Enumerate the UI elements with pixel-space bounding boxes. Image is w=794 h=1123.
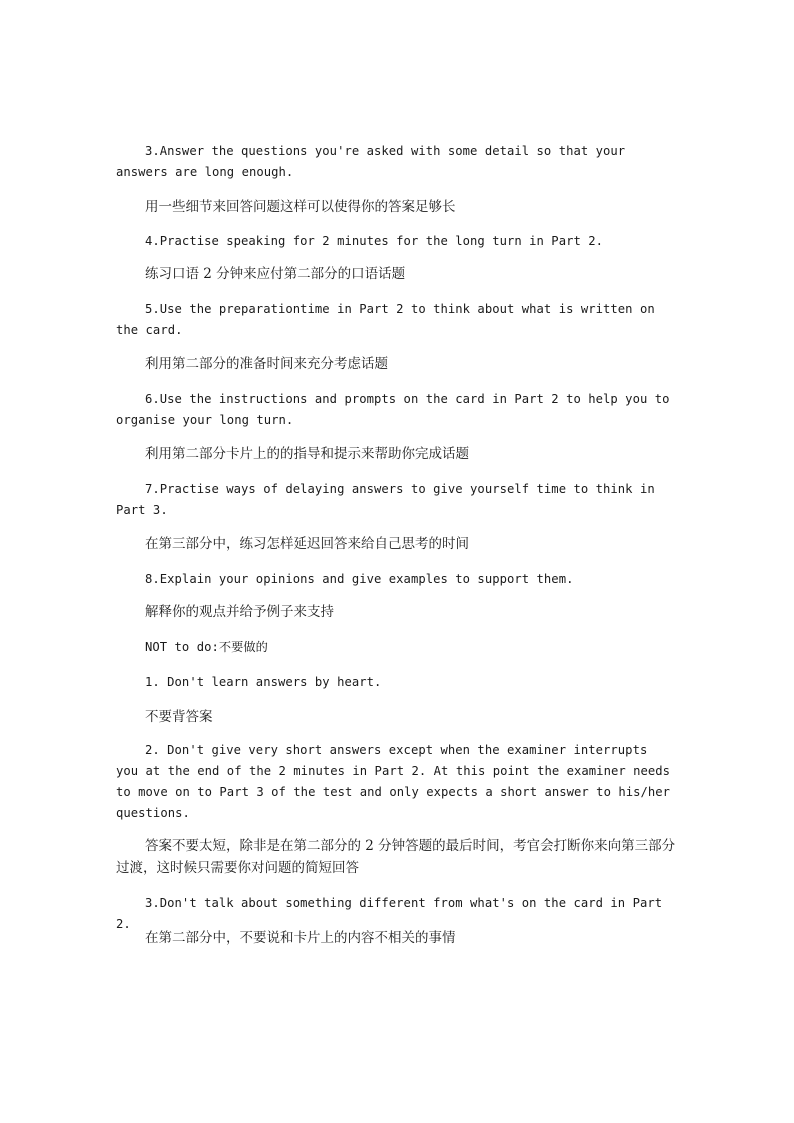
dont-1-english: 1. Don't learn answers by heart.	[145, 675, 382, 689]
tip-7-english: 7.Practise ways of delaying answers to give yourself time to think in Part 3.	[116, 482, 655, 517]
dont-2-chinese: 答案不要太短，除非是在第二部分的 2 分钟答题的最后时间，考官会打断你来向第三部分过渡，这时候只需要你对问题的简短回答	[116, 838, 676, 876]
tip-6-chinese: 利用第二部分卡片上的的指导和提示来帮助你完成话题	[145, 446, 469, 462]
tip-6-english: 6.Use the instructions and prompts on the card in Part 2 to help you to organise your long turn.	[116, 392, 670, 427]
dont-2-english: 2. Don't give very short answers except when the examiner interrupts you at the end of the 2 minutes in Part 2. At this point the examiner needs to move on to Part 3 of the test and only expects a short answer to his/her questions.	[116, 743, 671, 820]
tip-4-english: 4.Practise speaking for 2 minutes for the long turn in Part 2.	[145, 234, 604, 248]
tip-7-chinese: 在第三部分中，练习怎样延迟回答来给自己思考的时间	[145, 536, 469, 552]
dont-3-chinese: 在第二部分中，不要说和卡片上的内容不相关的事情	[145, 930, 456, 946]
tip-5-chinese: 利用第二部分的准备时间来充分考虑话题	[145, 356, 388, 372]
tip-8-chinese: 解释你的观点并给予例子来支持	[145, 604, 334, 620]
dont-3-english: 3.Don't talk about something different from what's on the card in Part 2.	[116, 896, 663, 931]
tip-5-english: 5.Use the preparationtime in Part 2 to think about what is written on the card.	[116, 302, 655, 337]
tip-8-english: 8.Explain your opinions and give examples to support them.	[145, 572, 574, 586]
not-to-do-heading: NOT to do:不要做的	[145, 640, 268, 654]
tip-4-chinese: 练习口语 2 分钟来应付第二部分的口语话题	[145, 266, 406, 282]
dont-1-chinese: 不要背答案	[145, 709, 213, 725]
tip-3-english: 3.Answer the questions you're asked with some detail so that your answers are long enough.	[116, 144, 626, 179]
tip-3-chinese: 用一些细节来回答问题这样可以使得你的答案足够长	[145, 199, 456, 215]
